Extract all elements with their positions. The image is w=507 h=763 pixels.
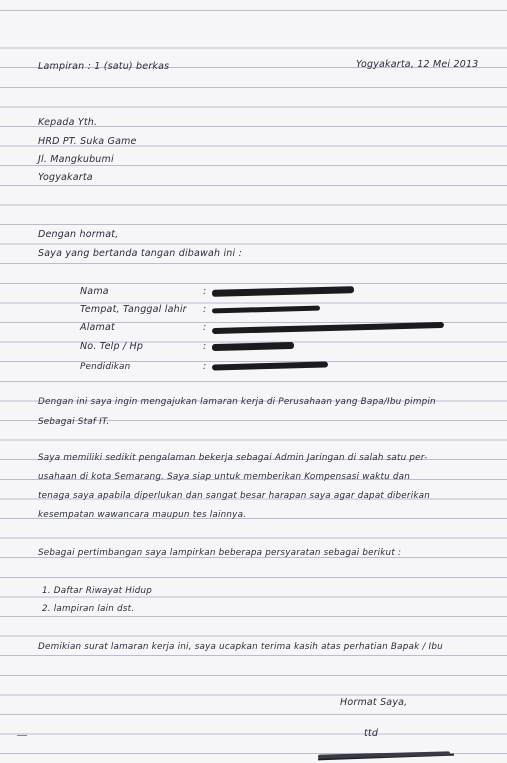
regards: Hormat Saya,	[340, 697, 408, 708]
para2-line-1: Saya memiliki sedikit pengalaman bekerja sebagai Admin Jaringan di salah satu per-	[38, 453, 428, 463]
recipient-line-2: HRD PT. Suka Game	[38, 136, 137, 147]
field-sep-pendidikan: :	[203, 361, 207, 372]
recipient-line-4: Yogyakarta	[38, 172, 93, 183]
redacted-address	[212, 322, 444, 334]
field-label-nama: Nama	[80, 286, 109, 297]
redacted-phone	[212, 342, 294, 351]
recipient-line-1: Kepada Yth.	[38, 117, 98, 128]
redacted-name	[212, 286, 354, 297]
greeting: Dengan hormat,	[38, 229, 119, 240]
para2-line-4: kesempatan wawancara maupun tes lainnya.	[38, 510, 247, 520]
field-sep-nama: :	[203, 286, 207, 297]
recipient-line-3: Jl. Mangkubumi	[38, 154, 114, 165]
margin-mark	[17, 735, 27, 736]
redacted-education	[212, 361, 328, 370]
field-sep-alamat: :	[203, 322, 207, 333]
closing: Demikian surat lamaran kerja ini, saya ucapkan terima kasih atas perhatian Bapak / Ibu	[38, 642, 443, 652]
signature: ttd	[364, 728, 379, 739]
para3: Sebagai pertimbangan saya lampirkan beberapa persyaratan sebagai berikut :	[38, 548, 402, 558]
attachment-item-2: 2. lampiran lain dst.	[42, 604, 135, 614]
field-label-ttl: Tempat, Tanggal lahir	[80, 304, 187, 315]
para1-line-2: Sebagai Staf IT.	[38, 417, 110, 427]
para2-line-3: tenaga saya apabila diperlukan dan sangat besar harapan saya agar dapat diberikan	[38, 491, 431, 501]
intro: Saya yang bertanda tangan dibawah ini :	[38, 248, 242, 259]
attachment-item-1: 1. Daftar Riwayat Hidup	[42, 586, 153, 596]
field-sep-telp: :	[203, 341, 207, 352]
place-date: Yogyakarta, 12 Mei 2013	[356, 59, 479, 70]
para2-line-2: usahaan di kota Semarang. Saya siap untuk memberikan Kompensasi waktu dan	[38, 472, 411, 482]
field-label-pendidikan: Pendidikan	[80, 362, 131, 372]
field-label-telp: No. Telp / Hp	[80, 341, 144, 352]
redacted-birth	[212, 306, 320, 314]
field-sep-ttl: :	[203, 304, 207, 315]
para1-line-1: Dengan ini saya ingin mengajukan lamaran kerja di Perusahaan yang Bapa/Ibu pimpin	[38, 397, 436, 407]
signer-name-scribble	[318, 751, 450, 758]
attachment-line: Lampiran : 1 (satu) berkas	[38, 61, 170, 72]
field-label-alamat: Alamat	[80, 322, 115, 333]
